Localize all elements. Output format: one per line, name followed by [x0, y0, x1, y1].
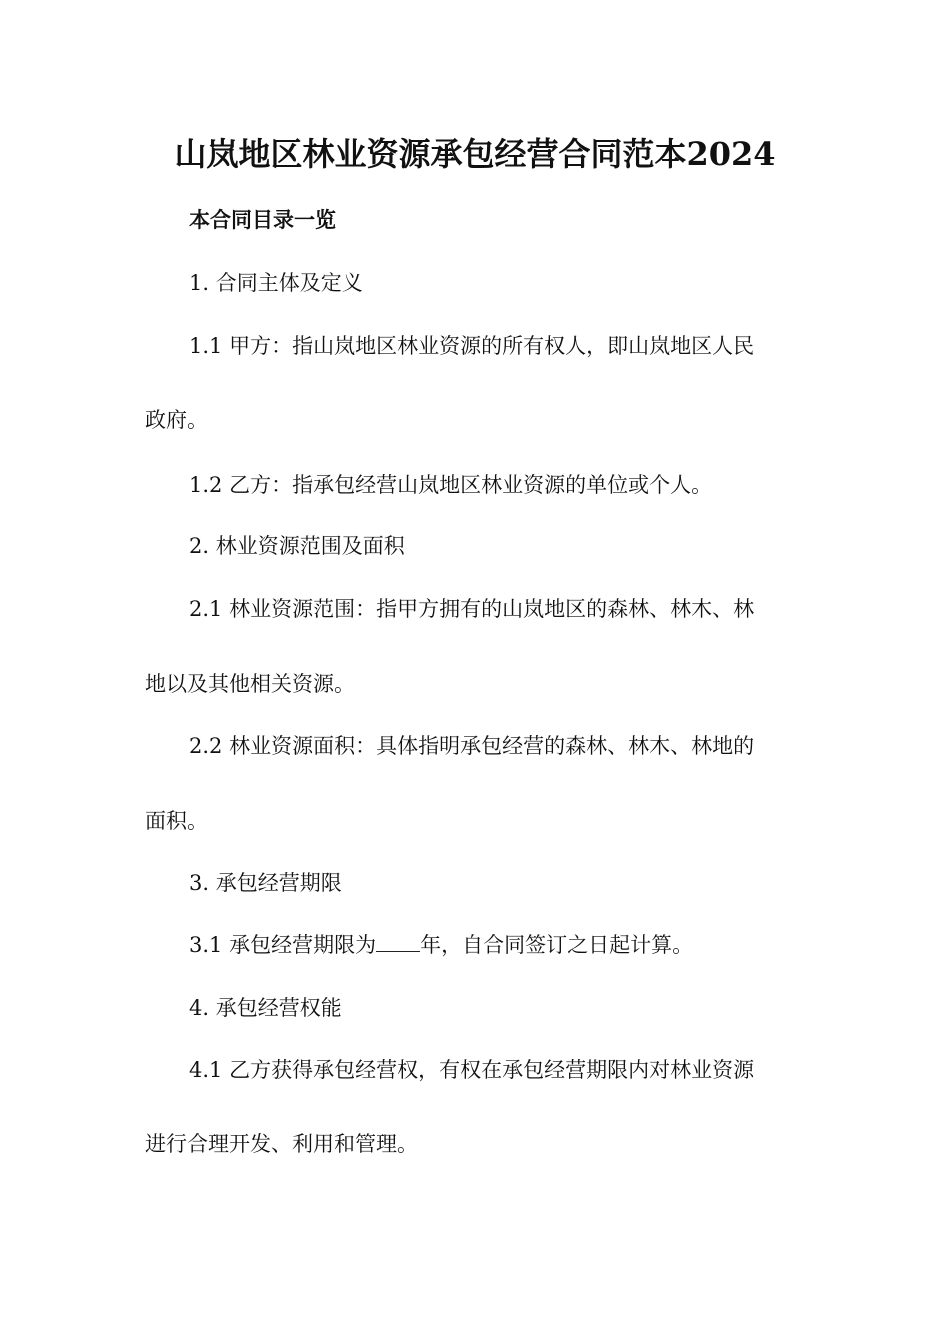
- section-4-heading: 4. 承包经营权能: [189, 996, 342, 1020]
- clause-4-1-line-2: 进行合理开发、利用和管理。: [145, 1132, 418, 1156]
- toc-heading: 本合同目录一览: [189, 207, 336, 232]
- clause-4-1-line-1: 4.1 乙方获得承包经营权，有权在承包经营期限内对林业资源: [189, 1058, 755, 1082]
- section-3-heading: 3. 承包经营期限: [189, 871, 342, 895]
- clause-2-2-line-1: 2.2 林业资源面积：具体指明承包经营的森林、林木、林地的: [189, 734, 755, 758]
- clause-2-1-line-1: 2.1 林业资源范围：指甲方拥有的山岚地区的森林、林木、林: [189, 597, 755, 621]
- clause-1-1-line-1: 1.1 甲方：指山岚地区林业资源的所有权人，即山岚地区人民: [189, 334, 755, 358]
- term-years-blank: [376, 931, 420, 952]
- clause-1-2: 1.2 乙方：指承包经营山岚地区林业资源的单位或个人。: [189, 473, 713, 497]
- section-2-heading: 2. 林业资源范围及面积: [189, 534, 405, 558]
- clause-1-1-line-2: 政府。: [145, 408, 208, 432]
- clause-2-1-line-2: 地以及其他相关资源。: [145, 672, 355, 696]
- clause-3-1-prefix: 3.1 承包经营期限为: [189, 933, 377, 957]
- section-1-heading: 1. 合同主体及定义: [189, 271, 363, 295]
- clause-2-2-line-2: 面积。: [145, 809, 208, 833]
- document-title: 山岚地区林业资源承包经营合同范本2024: [174, 135, 776, 173]
- clause-3-1: [189, 930, 693, 960]
- clause-3-1-suffix: 年，自合同签订之日起计算。: [420, 933, 694, 957]
